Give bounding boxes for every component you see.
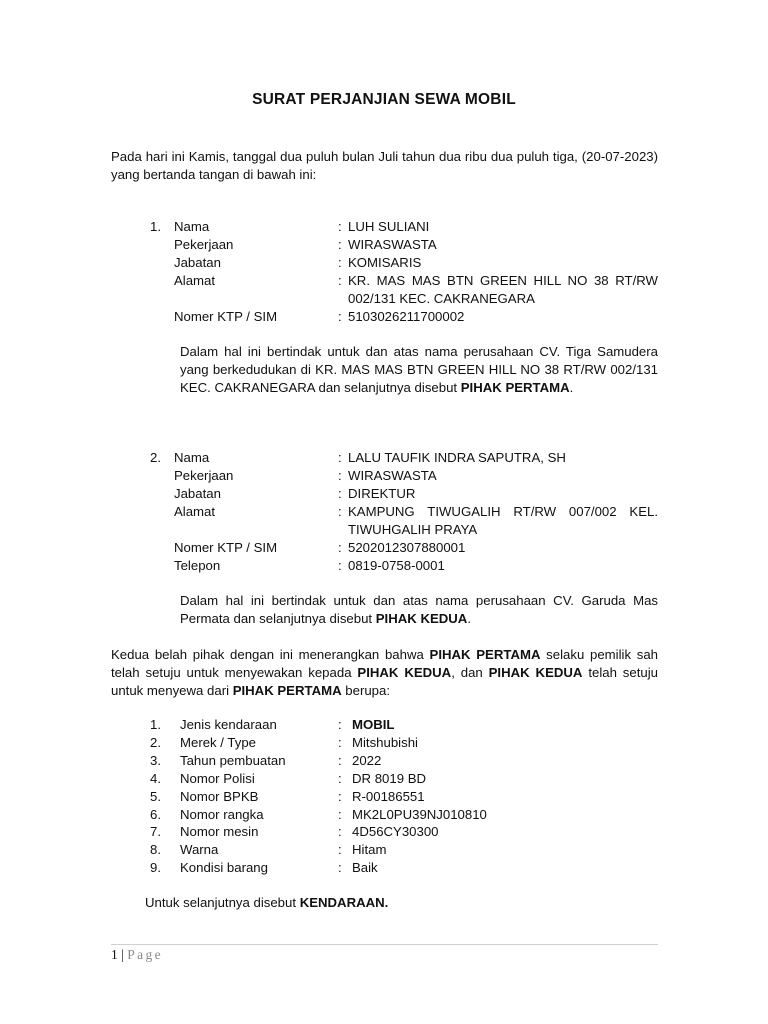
item-number: 9. [150,860,161,876]
item-number: 3. [150,752,161,768]
item-number: 4. [150,770,161,786]
statement-text: Dalam hal ini bertindak untuk dan atas nama perusahaan CV. Tiga Samudera yang berkedudukan di KR. MAS MAS BTN GREEN HILL NO 38 RT/RW 002/131 KEC. CAKRANEGARA dan selanjutnya disebut [180,344,658,395]
field-value: 2022 [352,752,382,768]
item-number: 1. [150,717,161,732]
field-label: Warna [180,842,219,858]
colon: : [338,558,342,573]
field-value: DR 8019 BD [352,770,427,786]
field-value: MOBIL [352,717,395,732]
agreement-text: selaku pemilik sah telah setuju untuk menyewakan kepada [111,647,658,680]
party-number: 1. [150,219,161,234]
colon: : [338,255,342,270]
item-number: 6. [150,806,161,822]
field-value: 5202012307880001 [348,540,466,555]
party-role-label: PIHAK PERTAMA [460,380,570,395]
party-2-occupation-row [150,467,658,485]
colon: : [338,540,342,555]
footer-divider [111,944,658,945]
colon: : [338,860,342,876]
party-role-label: PIHAK PERTAMA [429,647,541,662]
statement-text: . [569,380,574,395]
vehicle-details-list [150,716,550,877]
field-label: Jenis kendaraan [180,717,277,732]
field-value: Mitshubishi [352,734,418,750]
page-number: 1 [111,947,118,962]
field-value: KAMPUNG TIWUGALIH RT/RW 007/002 KEL. TIWUHGALIH PRAYA [348,504,658,537]
field-label: Merek / Type [180,734,256,750]
party-1-address-row [150,272,658,308]
field-value: Hitam [352,842,387,858]
colon: : [338,717,342,732]
field-value: 4D56CY30300 [352,824,439,840]
field-label: Jabatan [174,486,221,501]
colon: : [338,842,342,858]
party-1-statement [180,343,658,397]
field-label: Nomor BPKB [180,788,259,804]
party-number: 2. [150,450,161,465]
party-2-id-row [150,539,658,557]
list-item [150,859,550,877]
field-value: MK2L0PU39NJ010810 [352,806,487,822]
field-label: Nomor Polisi [180,770,255,786]
list-item [150,752,550,770]
party-2-statement [180,592,658,628]
colon: : [338,734,342,750]
item-number: 2. [150,734,161,750]
agreement-text: , dan [451,665,489,680]
field-label: Nomer KTP / SIM [174,309,278,324]
closing-sentence [145,894,388,912]
party-role-label: PIHAK KEDUA [375,611,468,626]
page-label: Page [127,947,164,962]
field-label: Jabatan [174,255,221,270]
footer-separator: | [121,947,124,962]
party-2-phone-row [150,557,658,575]
party-role-label: PIHAK KEDUA [357,665,452,680]
list-item [150,788,550,806]
list-item [150,841,550,859]
colon: : [338,752,342,768]
field-value: WIRASWASTA [348,237,437,252]
defined-term: KENDARAAN. [299,895,389,910]
intro-paragraph: Pada hari ini Kamis, tanggal dua puluh bulan Juli tahun dua ribu dua puluh tiga, (20-07-2023) yang bertanda tangan di bawah ini: [111,149,658,182]
agreement-paragraph [111,646,658,700]
field-value: LUH SULIANI [348,219,430,234]
party-role-label: PIHAK PERTAMA [232,683,342,698]
colon: : [338,219,342,234]
field-value: 5103026211700002 [348,309,465,324]
agreement-text: telah setuju untuk menyewa dari [111,665,658,698]
item-number: 8. [150,842,161,858]
field-value: WIRASWASTA [348,468,437,483]
party-2-details [150,449,658,575]
field-label: Alamat [174,273,216,288]
field-label: Nomer KTP / SIM [174,540,278,555]
closing-text: Untuk selanjutnya disebut [145,895,300,910]
item-number: 5. [150,788,161,804]
colon: : [338,824,342,840]
colon: : [338,770,342,786]
party-1-name-row [150,218,658,236]
colon: : [338,806,342,822]
party-1-occupation-row [150,236,658,254]
field-label: Pekerjaan [174,468,234,483]
list-item [150,734,550,752]
field-value: DIREKTUR [348,486,416,501]
party-role-label: PIHAK KEDUA [488,665,583,680]
field-label: Pekerjaan [174,237,234,252]
field-label: Nomor mesin [180,824,259,840]
field-label: Nama [174,450,210,465]
field-value: Baik [352,860,378,876]
field-value: 0819-0758-0001 [348,558,445,573]
field-label: Alamat [174,504,216,519]
field-label: Nomor rangka [180,806,264,822]
party-2-name-row [150,449,658,467]
colon: : [338,504,342,519]
page-footer [111,947,163,963]
agreement-text: berupa: [341,683,391,698]
field-value: LALU TAUFIK INDRA SAPUTRA, SH [348,450,566,465]
field-value: KR. MAS MAS BTN GREEN HILL NO 38 RT/RW 002/131 KEC. CAKRANEGARA [348,273,658,306]
colon: : [338,468,342,483]
field-label: Nama [174,219,210,234]
colon: : [338,273,342,288]
list-item [150,770,550,788]
document-title: SURAT PERJANJIAN SEWA MOBIL [252,91,516,108]
colon: : [338,237,342,252]
party-1-position-row [150,254,658,272]
statement-text: . [467,611,472,626]
colon: : [338,309,342,324]
field-label: Telepon [174,558,221,573]
field-value: R-00186551 [352,788,425,804]
statement-text: Dalam hal ini bertindak untuk dan atas nama perusahaan CV. Garuda Mas Permata dan selanjutnya disebut [180,593,658,626]
list-item [150,823,550,841]
field-label: Tahun pembuatan [180,752,286,768]
field-label: Kondisi barang [180,860,268,876]
colon: : [338,788,342,804]
party-1-id-row [150,308,658,326]
list-item [150,806,550,824]
party-1-details [150,218,658,326]
list-item [150,716,550,734]
item-number: 7. [150,824,161,840]
party-2-position-row [150,485,658,503]
colon: : [338,486,342,501]
colon: : [338,450,342,465]
field-value: KOMISARIS [348,255,422,270]
agreement-text: Kedua belah pihak dengan ini menerangkan bahwa [111,647,430,662]
party-2-address-row [150,503,658,539]
